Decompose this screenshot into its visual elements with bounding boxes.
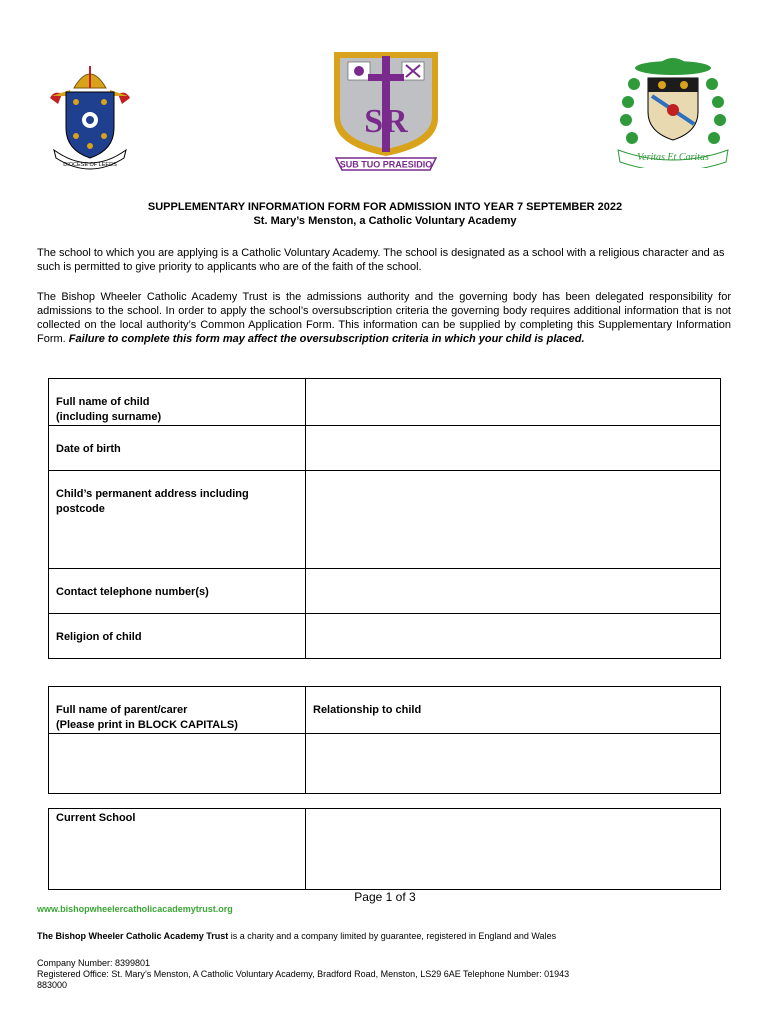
galero-hat-icon bbox=[635, 58, 711, 75]
date-of-birth-field[interactable] bbox=[306, 426, 721, 471]
child-details-table bbox=[48, 378, 721, 659]
school-subtitle: St. Mary’s Menston, a Catholic Voluntary Academy bbox=[253, 215, 517, 227]
intro-paragraph-1: The school to which you are applying is a Catholic Voluntary Academy. The school is designated as a school with a religious character and as such is permitted to give priority to applicants who are of the faith of the school. bbox=[37, 247, 725, 273]
diocese-of-leeds-crest bbox=[44, 58, 136, 173]
parent-name-label: Full name of parent/carer (Please print in BLOCK CAPITALS) bbox=[49, 687, 306, 734]
child-full-name-field[interactable] bbox=[306, 379, 721, 426]
website-link[interactable]: www.bishopwheelercatholicacademytrust.org bbox=[37, 904, 233, 914]
religion-field[interactable] bbox=[306, 614, 721, 659]
religion-label: Religion of child bbox=[49, 614, 306, 659]
current-school-field[interactable] bbox=[306, 809, 721, 890]
contact-phone-field[interactable] bbox=[306, 569, 721, 614]
parent-details-table bbox=[48, 686, 721, 794]
date-of-birth-label: Date of birth bbox=[49, 426, 306, 471]
child-address-field[interactable] bbox=[306, 471, 721, 569]
current-school-label: Current School bbox=[49, 809, 306, 890]
svg-text:Veritas Et Caritas: Veritas Et Caritas bbox=[637, 152, 709, 163]
relationship-field[interactable] bbox=[306, 734, 721, 794]
bishop-wheeler-trust-crest bbox=[612, 50, 734, 168]
contact-phone-label: Contact telephone number(s) bbox=[49, 569, 306, 614]
intro-paragraph-2-text: The Bishop Wheeler Catholic Academy Trust is the admissions authority and the governing body has been delegated responsibility for admissions to the school. In order to apply the school’s oversubscription criteria the governing body requires additional information that is not collected on the local authority’s Common Application Form. This information can be supplied by completing this Supplementary Information Form. bbox=[37, 291, 731, 345]
registered-office: Registered Office: St. Mary’s Menston, A Catholic Voluntary Academy, Bradford Road, Menston, LS29 6AE Telephone Number: 01943 883000 bbox=[37, 969, 570, 990]
parent-name-field[interactable] bbox=[49, 734, 306, 794]
keys-icon bbox=[402, 62, 424, 80]
child-address-label: Child’s permanent address including postcode bbox=[49, 471, 306, 569]
charity-statement: The Bishop Wheeler Catholic Academy Trust is a charity and a company limited by guarantee, registered in England and Wales bbox=[37, 931, 557, 941]
relationship-label: Relationship to child bbox=[306, 687, 721, 734]
st-marys-menston-crest bbox=[330, 48, 442, 173]
intro-paragraph-2 bbox=[37, 290, 731, 346]
current-school-table bbox=[48, 808, 721, 890]
trust-name: The Bishop Wheeler Catholic Academy Trust bbox=[37, 931, 229, 941]
form-title: SUPPLEMENTARY INFORMATION FORM FOR ADMISSION INTO YEAR 7 SEPTEMBER 2022 bbox=[147, 201, 623, 213]
warning-text: Failure to complete this form may affect the oversubscription criteria in which your child is placed. bbox=[68, 333, 585, 345]
svg-text:SR: SR bbox=[364, 103, 408, 140]
lily-icon bbox=[348, 62, 370, 80]
company-number: Company Number: 8399801 bbox=[37, 958, 151, 968]
child-full-name-label: Full name of child (including surname) bbox=[49, 379, 306, 426]
svg-text:DIOCESE OF LEEDS: DIOCESE OF LEEDS bbox=[63, 162, 117, 168]
page-number: Page 1 of 3 bbox=[354, 890, 416, 904]
svg-text:SUB TUO PRAESIDIO: SUB TUO PRAESIDIO bbox=[339, 159, 433, 170]
mitre-icon bbox=[74, 66, 106, 88]
